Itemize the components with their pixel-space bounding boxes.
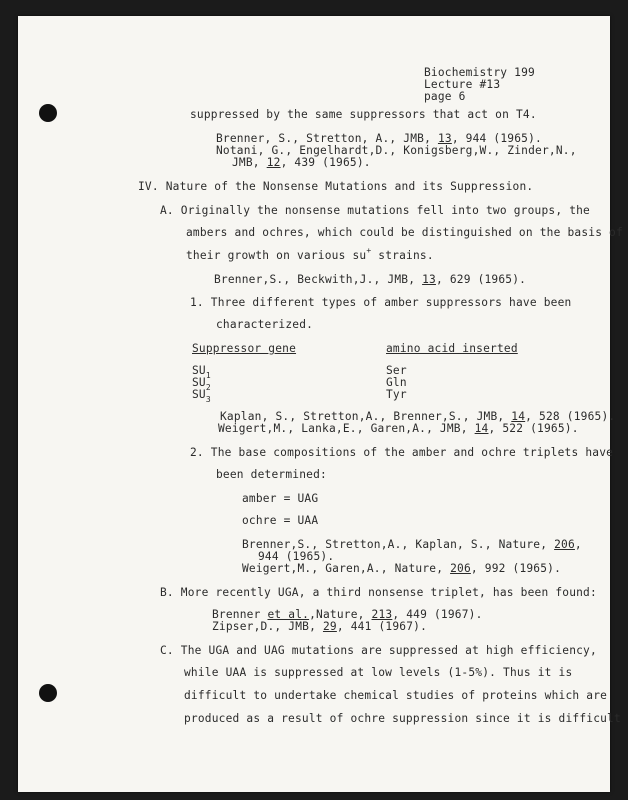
text-line: been determined: <box>216 468 327 481</box>
column-header: Suppressor gene <box>192 342 297 355</box>
text-line: B. More recently UGA, a third nonsense triplet, has been found: <box>160 586 597 599</box>
table-cell: Ser <box>386 364 407 377</box>
text-line: ambers and ochres, which could be distinguished on the basis of <box>186 226 623 239</box>
text-line: characterized. <box>216 318 314 331</box>
text-line: their growth on various su+ strains. <box>186 246 434 262</box>
reference: Weigert,M., Lanka,E., Garen,A., JMB, 14, 522 (1965). <box>218 422 579 435</box>
reference: Kaplan, S., Stretton,A., Brenner,S., JMB, 14, 528 (1965). <box>220 410 616 423</box>
reference: Weigert,M., Garen,A., Nature, 206, 992 (1965). <box>242 562 562 575</box>
binder-hole <box>39 104 57 122</box>
reference: Notani, G., Engelhardt,D., Konigsberg,W., Zinder,N., <box>216 144 577 157</box>
reference: JMB, 12, 439 (1965). <box>232 156 371 169</box>
reference: Brenner,S., Stretton,A., Kaplan, S., Nature, 206, <box>242 538 582 551</box>
table-cell: Gln <box>386 376 407 389</box>
table-cell: $SU_2$ <box>192 376 211 392</box>
text-line: suppressed by the same suppressors that act on T4. <box>190 108 537 121</box>
triplet-line: amber = UAG <box>242 492 319 505</box>
course-title: Biochemistry 199 <box>424 66 535 79</box>
text-line: 2. The base compositions of the amber and ochre triplets have <box>190 446 614 459</box>
text-line: C. The UGA and UAG mutations are suppressed at high efficiency, <box>160 644 597 657</box>
text-line: while UAA is suppressed at low levels (1-5%). Thus it is <box>184 666 573 679</box>
lecture-number: Lecture #13 <box>424 78 501 91</box>
reference: Zipser,D., JMB, 29, 441 (1967). <box>212 620 428 633</box>
binder-hole <box>39 684 57 702</box>
reference: Brenner,S., Beckwith,J., JMB, 13, 629 (1965). <box>214 273 527 286</box>
triplet-line: ochre = UAA <box>242 514 319 527</box>
page-number: page 6 <box>424 90 466 103</box>
document-page <box>18 16 623 792</box>
reference: Brenner et al.,Nature, 213, 449 (1967). <box>212 608 483 621</box>
table-cell: $SU_1$ <box>192 364 211 380</box>
reference: Brenner, S., Stretton, A., JMB, 13, 944 (1965). <box>216 132 542 145</box>
section-heading: IV. Nature of the Nonsense Mutations and its Suppression. <box>138 180 534 193</box>
reference: 944 (1965). <box>258 550 335 563</box>
text-line: difficult to undertake chemical studies of proteins which are <box>184 689 608 702</box>
text-line: A. Originally the nonsense mutations fell into two groups, the <box>160 204 590 217</box>
text-line: produced as a result of ochre suppression since it is difficult <box>184 712 621 725</box>
table-cell: Tyr <box>386 388 407 401</box>
table-cell: $SU_3$ <box>192 388 211 404</box>
column-header: amino acid inserted <box>386 342 518 355</box>
text-line: 1. Three different types of amber suppressors have been <box>190 296 572 309</box>
